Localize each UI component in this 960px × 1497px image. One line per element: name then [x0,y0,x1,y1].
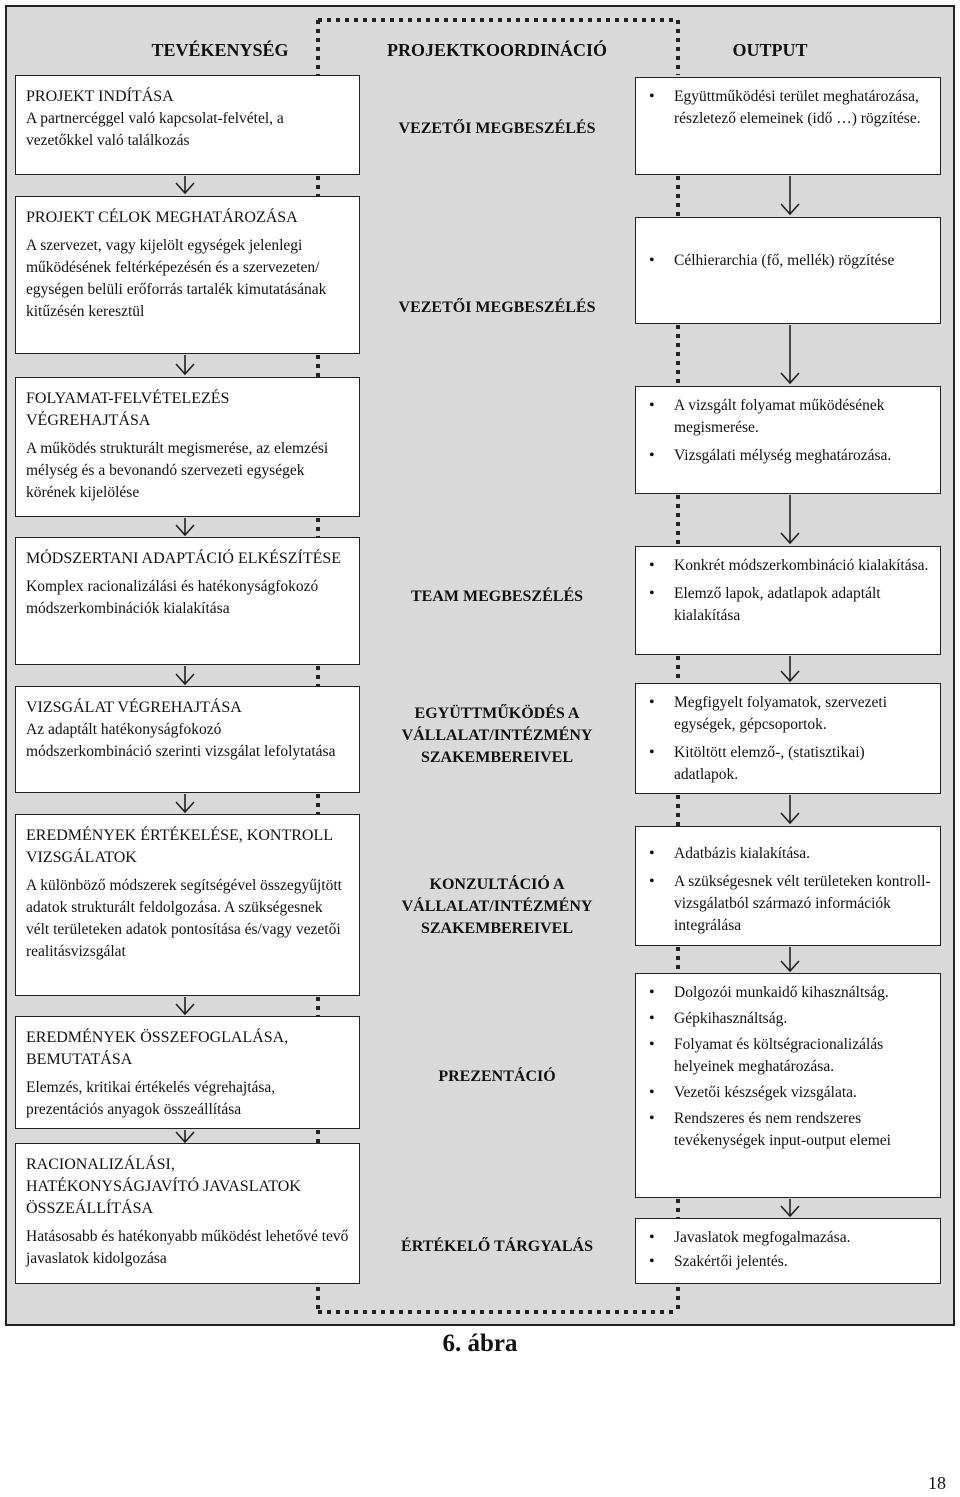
coordination-label: EGYÜTTMŰKÖDÉS A VÁLLALAT/INTÉZMÉNY SZAKEMBEREIVEL [401,705,593,766]
output-box [635,1218,941,1284]
output-item: • Konkrét módszerkombináció kialakítása. [636,555,932,577]
activity-box [15,1143,360,1284]
activity-box [15,196,360,354]
flow-arrow [781,656,799,681]
activity-desc: Elemzés, kritikai értékelés végrehajtása, prezentációs anyagok összeállítása [26,1079,276,1118]
activity-box [15,537,360,665]
flow-arrow [176,176,194,193]
flow-arrow [781,176,799,214]
output-item: • Együttműködési terület meghatározása, részletező elemeinek (idő …) rögzítése. [636,86,932,130]
output-item: • Javaslatok megfogalmazása. [636,1227,932,1249]
activity-title: MÓDSZERTANI ADAPTÁCIÓ ELKÉSZÍTÉSE [26,550,342,567]
flow-arrow [176,518,194,535]
flow-arrow [781,795,799,823]
activity-box [15,686,360,793]
flow-arrow [781,325,799,383]
output-item: • A vizsgált folyamat működésének megismerése. [636,395,932,439]
output-box [635,973,941,1198]
output-item: • Adatbázis kialakítása. [636,843,932,865]
header-activity: TEVÉKENYSÉG [151,40,289,60]
activity-title: VIZSGÁLAT VÉGREHAJTÁSA [26,699,242,716]
activity-desc: Hatásosabb és hatékonyabb működést lehetővé tevő javaslatok kidolgozása [26,1228,349,1267]
output-list [636,843,932,937]
output-item: • Megfigyelt folyamatok, szervezeti egységek, gépcsoportok. [636,692,932,736]
activity-title: PROJEKT CÉLOK MEGHATÁROZÁSA [26,209,298,226]
coordination-label: PREZENTÁCIÓ [438,1068,556,1085]
flow-arrow [176,794,194,812]
output-box [635,683,941,794]
output-item: • Rendszeres és nem rendszeres tevékenységek input-output elemei [636,1108,932,1152]
activity-title: EREDMÉNYEK ÖSSZEFOGLALÁSA, BEMUTATÁSA [26,1029,289,1068]
output-box [635,826,941,946]
flow-arrow [176,997,194,1014]
output-item: • Kitöltött elemző-, (statisztikai) adatlapok. [636,742,932,786]
page-number: 18 [928,1473,946,1493]
output-box [635,217,941,324]
flow-arrow [781,1199,799,1216]
coordination-label: ÉRTÉKELŐ TÁRGYALÁS [401,1238,593,1255]
coordination-label: VEZETŐI MEGBESZÉLÉS [398,120,596,137]
activity-desc: Komplex racionalizálási és hatékonyságfokozó módszerkombinációk kialakítása [26,578,319,617]
activity-box [15,814,360,996]
output-item: • Folyamat és költségracionalizálás helyeinek meghatározása. [636,1034,932,1078]
activity-title: PROJEKT INDÍTÁSA [26,88,174,105]
output-list [636,250,932,272]
output-list [636,86,932,130]
figure-caption: 6. ábra [442,1330,518,1357]
output-list [636,692,932,786]
output-item: • Vizsgálati mélység meghatározása. [636,445,932,467]
output-box [635,546,941,655]
output-item: • Szakértői jelentés. [636,1251,932,1273]
flow-arrow [176,666,194,684]
activity-desc: A szervezet, vagy kijelölt egységek jelenlegi működésének feltérképezésén és a szervezeten/ egységen belüli erőforrás tartalék kimutatásának kitűzésén keresztül [26,237,327,320]
output-box [635,77,941,175]
flow-arrow [176,355,194,374]
flow-arrow [781,495,799,543]
activity-desc: A működés strukturált megismerése, az elemzési mélység és a bevonandó szervezeti egységek körének kijelölése [26,440,329,501]
output-box [635,386,941,494]
activity-title: FOLYAMAT-FELVÉTELEZÉS VÉGREHAJTÁSA [26,390,230,429]
coordination-label: VEZETŐI MEGBESZÉLÉS [398,299,596,316]
output-list [636,555,932,627]
flow-arrow [781,947,799,971]
output-item: • Vezetői készségek vizsgálata. [636,1082,932,1104]
activity-title: EREDMÉNYEK ÉRTÉKELÉSE, KONTROLL VIZSGÁLATOK [26,827,333,866]
output-item: • Célhierarchia (fő, mellék) rögzítése [636,250,932,272]
output-item: • Elemző lapok, adatlapok adaptált kialakítása [636,583,932,627]
output-item: • Dolgozói munkaidő kihasználtság. [636,982,932,1004]
activity-desc: A különböző módszerek segítségével összegyűjtött adatok strukturált feldolgozása. A szükségesnek vélt területeken adatok pontosítása és/vagy vezetői realitásvizsgálat [26,877,342,960]
coordination-label: KONZULTÁCIÓ A VÁLLALAT/INTÉZMÉNY SZAKEMBEREIVEL [401,876,593,937]
activity-desc: A partnercéggel való kapcsolat-felvétel, a vezetőkkel való találkozás [26,110,284,149]
output-list [636,395,932,467]
output-list [636,982,932,1152]
output-item: • A szükségesnek vélt területeken kontroll-vizsgálatból származó információk integrálása [636,871,932,937]
activity-box [15,1016,360,1129]
coordination-label: TEAM MEGBESZÉLÉS [410,588,584,605]
flow-arrow [176,1130,194,1142]
output-item: • Gépkihasználtság. [636,1008,932,1030]
activity-box [15,377,360,517]
activity-box [15,75,360,175]
header-coordination: PROJEKTKOORDINÁCIÓ [386,40,608,60]
activity-desc: Az adaptált hatékonyságfokozó módszerkombináció szerinti vizsgálat lefolytatása [26,721,336,760]
header-output: OUTPUT [732,40,808,60]
output-list [636,1227,932,1273]
activity-title: RACIONALIZÁLÁSI, HATÉKONYSÁGJAVÍTÓ JAVASLATOK ÖSSZEÁLLÍTÁSA [26,1156,301,1217]
